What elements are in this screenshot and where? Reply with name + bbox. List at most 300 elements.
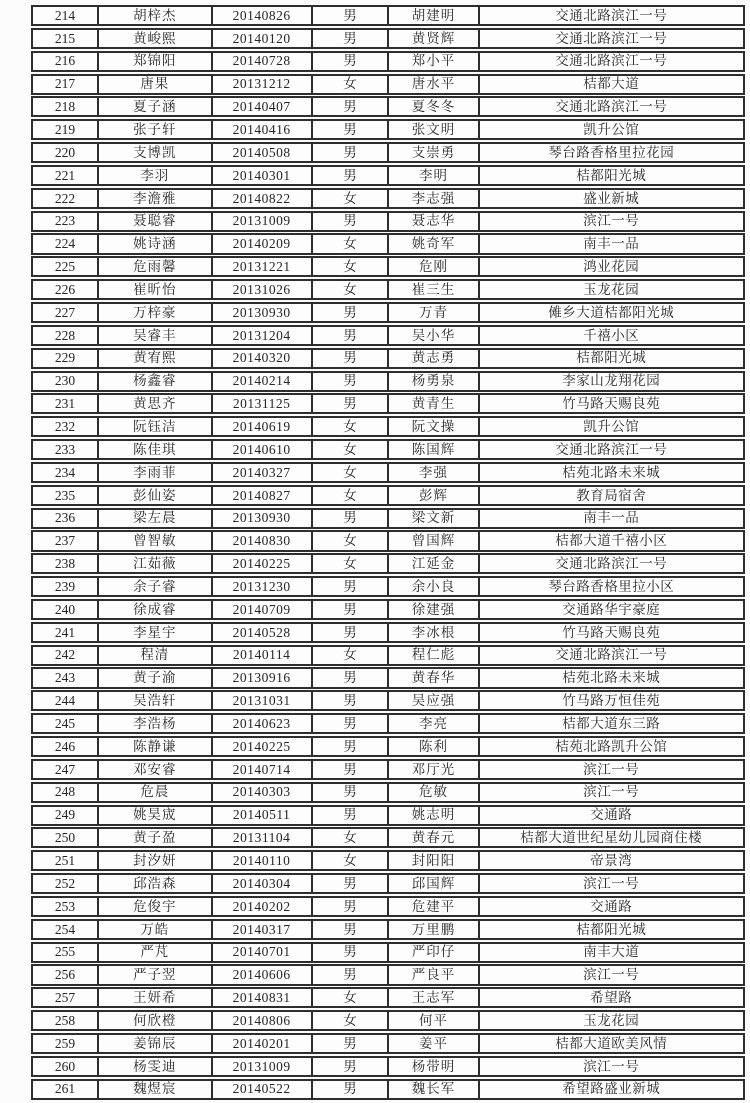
gender-cell: 男: [313, 510, 390, 527]
guardian-name-cell: 李强: [389, 464, 479, 481]
gender-cell: 女: [313, 76, 390, 93]
student-name-cell: 吴睿丰: [99, 327, 213, 344]
table-row: [31, 256, 745, 277]
birth-date-cell: 20131031: [213, 692, 313, 709]
address-cell: 交通北路滨江一号: [555, 30, 668, 46]
address-cell: 桔苑北路未来城: [562, 670, 661, 686]
student-name-cell: 支博凯: [99, 144, 213, 161]
student-name-cell: 黄子渝: [99, 669, 213, 686]
serial-number-cell: 261: [33, 1081, 99, 1098]
birth-date-cell: 20140320: [213, 350, 313, 367]
table-row: [31, 211, 745, 232]
serial-number-cell: 256: [33, 966, 99, 983]
gender-cell: 男: [313, 715, 390, 732]
table-row: [31, 599, 745, 620]
gender-cell: 女: [313, 190, 390, 207]
birth-date-cell: 20140201: [213, 1035, 313, 1052]
serial-number-cell: 229: [33, 350, 99, 367]
address-cell: 桔苑北路凯升公馆: [555, 738, 668, 754]
table-row: [31, 508, 745, 529]
gender-cell: 男: [313, 601, 390, 618]
address-cell: 滨江一号: [583, 875, 640, 891]
table-row: [31, 28, 745, 49]
guardian-name-cell: 彭辉: [389, 487, 479, 504]
serial-number-cell: 233: [33, 441, 99, 458]
gender-cell: 男: [313, 1081, 390, 1098]
address-cell: 滨江一号: [583, 213, 640, 229]
student-name-cell: 危俊宇: [99, 898, 213, 915]
table-row: [31, 393, 745, 414]
guardian-name-cell: 杨带明: [389, 1058, 479, 1075]
birth-date-cell: 20131009: [213, 1058, 313, 1075]
serial-number-cell: 239: [33, 578, 99, 595]
student-name-cell: 李澹雅: [99, 190, 213, 207]
student-name-cell: 李羽: [99, 167, 213, 184]
gender-cell: 女: [313, 258, 390, 275]
address-cell: 桔都大道东三路: [562, 715, 661, 731]
serial-number-cell: 223: [33, 213, 99, 230]
guardian-name-cell: 邱国辉: [389, 875, 479, 892]
address-cell: 玉龙花园: [583, 1012, 640, 1028]
address-cell: 琴台路香格里拉花园: [548, 144, 675, 160]
student-name-cell: 王妍希: [99, 989, 213, 1006]
serial-number-cell: 240: [33, 601, 99, 618]
address-cell: 滨江一号: [583, 967, 640, 983]
serial-number-cell: 250: [33, 829, 99, 846]
address-cell: 桔都阳光城: [576, 921, 647, 937]
student-name-cell: 姚诗涵: [99, 235, 213, 252]
serial-number-cell: 238: [33, 555, 99, 572]
student-name-cell: 李浩杨: [99, 715, 213, 732]
serial-number-cell: 246: [33, 738, 99, 755]
gender-cell: 男: [313, 578, 390, 595]
gender-cell: 男: [313, 1035, 390, 1052]
birth-date-cell: 20140407: [213, 98, 313, 115]
gender-cell: 男: [313, 395, 390, 412]
student-name-cell: 姚昊宬: [99, 807, 213, 824]
serial-number-cell: 244: [33, 692, 99, 709]
guardian-name-cell: 李志强: [389, 190, 479, 207]
student-name-cell: 魏煜宸: [99, 1081, 213, 1098]
address-cell: 交通路: [590, 898, 633, 914]
gender-cell: 女: [313, 235, 390, 252]
birth-date-cell: 20140709: [213, 601, 313, 618]
student-name-cell: 郑锦阳: [99, 53, 213, 70]
student-name-cell: 余子睿: [99, 578, 213, 595]
address-cell: 教育局宿舍: [576, 487, 647, 503]
gender-cell: 男: [313, 692, 390, 709]
table-row: [31, 5, 745, 26]
birth-date-cell: 20131204: [213, 327, 313, 344]
table-row: [31, 987, 745, 1008]
serial-number-cell: 253: [33, 898, 99, 915]
serial-number-cell: 215: [33, 30, 99, 47]
address-cell: 交通北路滨江一号: [555, 7, 668, 23]
address-cell: 滨江一号: [583, 1058, 640, 1074]
student-name-cell: 夏子涵: [99, 98, 213, 115]
guardian-name-cell: 阮文操: [389, 418, 479, 435]
student-roster-table: [31, 5, 745, 1102]
student-name-cell: 梁左晨: [99, 510, 213, 527]
birth-date-cell: 20130930: [213, 304, 313, 321]
guardian-name-cell: 黄春华: [389, 669, 479, 686]
student-name-cell: 杨雯迪: [99, 1058, 213, 1075]
serial-number-cell: 254: [33, 921, 99, 938]
birth-date-cell: 20131125: [213, 395, 313, 412]
address-cell: 竹马路天赐良苑: [562, 396, 661, 412]
birth-date-cell: 20140826: [213, 7, 313, 24]
birth-date-cell: 20140416: [213, 121, 313, 138]
serial-number-cell: 218: [33, 98, 99, 115]
guardian-name-cell: 徐建强: [389, 601, 479, 618]
gender-cell: 男: [313, 784, 390, 801]
serial-number-cell: 237: [33, 532, 99, 549]
gender-cell: 男: [313, 669, 390, 686]
birth-date-cell: 20140301: [213, 167, 313, 184]
table-row: [31, 782, 745, 803]
birth-date-cell: 20140225: [213, 738, 313, 755]
table-row: [31, 873, 745, 894]
student-name-cell: 徐成睿: [99, 601, 213, 618]
birth-date-cell: 20140610: [213, 441, 313, 458]
address-cell: 桔都大道世纪星幼儿园商住楼: [520, 830, 703, 846]
guardian-name-cell: 黄青生: [389, 395, 479, 412]
birth-date-cell: 20140831: [213, 989, 313, 1006]
student-name-cell: 危晨: [99, 784, 213, 801]
guardian-name-cell: 吴小华: [389, 327, 479, 344]
gender-cell: 女: [313, 1012, 390, 1029]
table-row: [31, 96, 745, 117]
serial-number-cell: 243: [33, 669, 99, 686]
address-cell: 南丰一品: [583, 236, 640, 252]
guardian-name-cell: 江延金: [389, 555, 479, 572]
address-cell: 桔都阳光城: [576, 167, 647, 183]
gender-cell: 男: [313, 167, 390, 184]
address-cell: 傩乡大道桔都阳光城: [548, 304, 675, 320]
birth-date-cell: 20140327: [213, 464, 313, 481]
address-cell: 凯升公馆: [583, 418, 640, 434]
serial-number-cell: 241: [33, 624, 99, 641]
birth-date-cell: 20131230: [213, 578, 313, 595]
birth-date-cell: 20140623: [213, 715, 313, 732]
serial-number-cell: 226: [33, 281, 99, 298]
guardian-name-cell: 李明: [389, 167, 479, 184]
gender-cell: 女: [313, 555, 390, 572]
student-name-cell: 黄思齐: [99, 395, 213, 412]
table-row: [31, 645, 745, 666]
guardian-name-cell: 姚志明: [389, 807, 479, 824]
student-name-cell: 李星宇: [99, 624, 213, 641]
guardian-name-cell: 李冰根: [389, 624, 479, 641]
table-row: [31, 942, 745, 963]
table-row: [31, 485, 745, 506]
student-name-cell: 程清: [99, 647, 213, 664]
birth-date-cell: 20140114: [213, 647, 313, 664]
student-name-cell: 陈静谦: [99, 738, 213, 755]
table-row: [31, 142, 745, 163]
guardian-name-cell: 万里鹏: [389, 921, 479, 938]
serial-number-cell: 228: [33, 327, 99, 344]
gender-cell: 女: [313, 441, 390, 458]
gender-cell: 女: [313, 647, 390, 664]
student-name-cell: 彭仙姿: [99, 487, 213, 504]
gender-cell: 男: [313, 304, 390, 321]
gender-cell: 女: [313, 532, 390, 549]
table-row: [31, 530, 745, 551]
gender-cell: 女: [313, 989, 390, 1006]
student-name-cell: 江茹薇: [99, 555, 213, 572]
guardian-name-cell: 余小良: [389, 578, 479, 595]
address-cell: 桔都大道千禧小区: [555, 533, 668, 549]
birth-date-cell: 20140714: [213, 761, 313, 778]
birth-date-cell: 20140522: [213, 1081, 313, 1098]
student-name-cell: 胡梓杰: [99, 7, 213, 24]
address-cell: 南丰一品: [583, 510, 640, 526]
serial-number-cell: 227: [33, 304, 99, 321]
table-row: [31, 51, 745, 72]
guardian-name-cell: 姚奇军: [389, 235, 479, 252]
table-row: [31, 188, 745, 209]
guardian-name-cell: 夏冬冬: [389, 98, 479, 115]
gender-cell: 男: [313, 875, 390, 892]
guardian-name-cell: 严良平: [389, 966, 479, 983]
table-row: [31, 325, 745, 346]
student-name-cell: 万梓豪: [99, 304, 213, 321]
gender-cell: 男: [313, 30, 390, 47]
guardian-name-cell: 郑小平: [389, 53, 479, 70]
birth-date-cell: 20140511: [213, 807, 313, 824]
guardian-name-cell: 严印仔: [389, 944, 479, 961]
gender-cell: 男: [313, 898, 390, 915]
guardian-name-cell: 危建平: [389, 898, 479, 915]
gender-cell: 男: [313, 98, 390, 115]
table-row: [31, 302, 745, 323]
table-row: [31, 827, 745, 848]
table-row: [31, 279, 745, 300]
student-name-cell: 何欣橙: [99, 1012, 213, 1029]
serial-number-cell: 236: [33, 510, 99, 527]
serial-number-cell: 252: [33, 875, 99, 892]
table-row: [31, 348, 745, 369]
guardian-name-cell: 王志军: [389, 989, 479, 1006]
address-cell: 玉龙花园: [583, 281, 640, 297]
birth-date-cell: 20140209: [213, 235, 313, 252]
serial-number-cell: 217: [33, 76, 99, 93]
birth-date-cell: 20140304: [213, 875, 313, 892]
serial-number-cell: 260: [33, 1058, 99, 1075]
serial-number-cell: 251: [33, 852, 99, 869]
guardian-name-cell: 危刚: [389, 258, 479, 275]
student-name-cell: 危雨馨: [99, 258, 213, 275]
birth-date-cell: 20131009: [213, 213, 313, 230]
address-cell: 帝景湾: [590, 853, 633, 869]
gender-cell: 男: [313, 944, 390, 961]
address-cell: 南丰大道: [583, 944, 640, 960]
table-row: [31, 919, 745, 940]
guardian-name-cell: 梁文新: [389, 510, 479, 527]
address-cell: 鸿业花园: [583, 259, 640, 275]
address-cell: 桔都大道: [583, 76, 640, 92]
serial-number-cell: 225: [33, 258, 99, 275]
guardian-name-cell: 姜平: [389, 1035, 479, 1052]
birth-date-cell: 20140701: [213, 944, 313, 961]
serial-number-cell: 219: [33, 121, 99, 138]
serial-number-cell: 216: [33, 53, 99, 70]
birth-date-cell: 20140214: [213, 373, 313, 390]
address-cell: 凯升公馆: [583, 122, 640, 138]
gender-cell: 女: [313, 852, 390, 869]
table-row: [31, 896, 745, 917]
guardian-name-cell: 杨勇泉: [389, 373, 479, 390]
address-cell: 滨江一号: [583, 784, 640, 800]
guardian-name-cell: 陈国辉: [389, 441, 479, 458]
gender-cell: 男: [313, 121, 390, 138]
gender-cell: 女: [313, 418, 390, 435]
table-row: [31, 371, 745, 392]
birth-date-cell: 20140606: [213, 966, 313, 983]
gender-cell: 男: [313, 738, 390, 755]
serial-number-cell: 214: [33, 7, 99, 24]
student-name-cell: 严芃: [99, 944, 213, 961]
student-name-cell: 黄宥熙: [99, 350, 213, 367]
birth-date-cell: 20140202: [213, 898, 313, 915]
guardian-name-cell: 陈利: [389, 738, 479, 755]
table-row: [31, 805, 745, 826]
guardian-name-cell: 黄志勇: [389, 350, 479, 367]
guardian-name-cell: 李亮: [389, 715, 479, 732]
birth-date-cell: 20140225: [213, 555, 313, 572]
address-cell: 交通北路滨江一号: [555, 99, 668, 115]
gender-cell: 男: [313, 350, 390, 367]
address-cell: 盛业新城: [583, 190, 640, 206]
birth-date-cell: 20140619: [213, 418, 313, 435]
address-cell: 交通路: [590, 807, 633, 823]
guardian-name-cell: 魏长军: [389, 1081, 479, 1098]
serial-number-cell: 248: [33, 784, 99, 801]
guardian-name-cell: 封阳阳: [389, 852, 479, 869]
student-name-cell: 邱浩森: [99, 875, 213, 892]
table-row: [31, 119, 745, 140]
birth-date-cell: 20131212: [213, 76, 313, 93]
serial-number-cell: 234: [33, 464, 99, 481]
table-row: [31, 759, 745, 780]
student-name-cell: 邓安睿: [99, 761, 213, 778]
table-row: [31, 462, 745, 483]
table-row: [31, 553, 745, 574]
birth-date-cell: 20140806: [213, 1012, 313, 1029]
serial-number-cell: 257: [33, 989, 99, 1006]
serial-number-cell: 247: [33, 761, 99, 778]
serial-number-cell: 242: [33, 647, 99, 664]
guardian-name-cell: 崔三生: [389, 281, 479, 298]
gender-cell: 女: [313, 829, 390, 846]
address-cell: 交通北路滨江一号: [555, 53, 668, 69]
birth-date-cell: 20140303: [213, 784, 313, 801]
address-cell: 桔都大道欧美风情: [555, 1035, 668, 1051]
birth-date-cell: 20140728: [213, 53, 313, 70]
student-name-cell: 姜锦辰: [99, 1035, 213, 1052]
gender-cell: 男: [313, 966, 390, 983]
student-name-cell: 张子轩: [99, 121, 213, 138]
serial-number-cell: 232: [33, 418, 99, 435]
student-name-cell: 崔昕怡: [99, 281, 213, 298]
serial-number-cell: 255: [33, 944, 99, 961]
table-row: [31, 233, 745, 254]
address-cell: 滨江一号: [583, 761, 640, 777]
student-name-cell: 严子翌: [99, 966, 213, 983]
address-cell: 桔苑北路未来城: [562, 464, 661, 480]
address-cell: 桔都阳光城: [576, 350, 647, 366]
table-row: [31, 1033, 745, 1054]
serial-number-cell: 231: [33, 395, 99, 412]
serial-number-cell: 259: [33, 1035, 99, 1052]
gender-cell: 男: [313, 624, 390, 641]
gender-cell: 男: [313, 807, 390, 824]
address-cell: 交通北路滨江一号: [555, 556, 668, 572]
gender-cell: 女: [313, 487, 390, 504]
gender-cell: 女: [313, 464, 390, 481]
gender-cell: 男: [313, 7, 390, 24]
birth-date-cell: 20131221: [213, 258, 313, 275]
birth-date-cell: 20140827: [213, 487, 313, 504]
gender-cell: 男: [313, 1058, 390, 1075]
address-cell: 千禧小区: [583, 327, 640, 343]
table-row: [31, 576, 745, 597]
birth-date-cell: 20131026: [213, 281, 313, 298]
table-row: [31, 1010, 745, 1031]
guardian-name-cell: 邓厅光: [389, 761, 479, 778]
gender-cell: 男: [313, 53, 390, 70]
student-name-cell: 万皓: [99, 921, 213, 938]
address-cell: 希望路盛业新城: [562, 1081, 661, 1097]
serial-number-cell: 249: [33, 807, 99, 824]
birth-date-cell: 20140830: [213, 532, 313, 549]
gender-cell: 男: [313, 213, 390, 230]
serial-number-cell: 221: [33, 167, 99, 184]
student-name-cell: 阮钰洁: [99, 418, 213, 435]
birth-date-cell: 20140110: [213, 852, 313, 869]
table-row: [31, 1079, 745, 1100]
birth-date-cell: 20131104: [213, 829, 313, 846]
student-name-cell: 黄峻熙: [99, 30, 213, 47]
serial-number-cell: 224: [33, 235, 99, 252]
birth-date-cell: 20140317: [213, 921, 313, 938]
birth-date-cell: 20140508: [213, 144, 313, 161]
guardian-name-cell: 胡建明: [389, 7, 479, 24]
student-name-cell: 聂聪睿: [99, 213, 213, 230]
birth-date-cell: 20140822: [213, 190, 313, 207]
address-cell: 竹马路万恒佳苑: [562, 693, 661, 709]
student-name-cell: 杨鑫睿: [99, 373, 213, 390]
table-row: [31, 1056, 745, 1077]
table-row: [31, 713, 745, 734]
student-name-cell: 李雨菲: [99, 464, 213, 481]
gender-cell: 男: [313, 144, 390, 161]
table-row: [31, 165, 745, 186]
guardian-name-cell: 支崇勇: [389, 144, 479, 161]
guardian-name-cell: 曾国辉: [389, 532, 479, 549]
serial-number-cell: 235: [33, 487, 99, 504]
student-name-cell: 曾智敏: [99, 532, 213, 549]
serial-number-cell: 220: [33, 144, 99, 161]
serial-number-cell: 230: [33, 373, 99, 390]
student-name-cell: 陈佳琪: [99, 441, 213, 458]
table-row: [31, 964, 745, 985]
birth-date-cell: 20140528: [213, 624, 313, 641]
address-cell: 交通路华宇豪庭: [562, 601, 661, 617]
guardian-name-cell: 危敏: [389, 784, 479, 801]
gender-cell: 男: [313, 761, 390, 778]
